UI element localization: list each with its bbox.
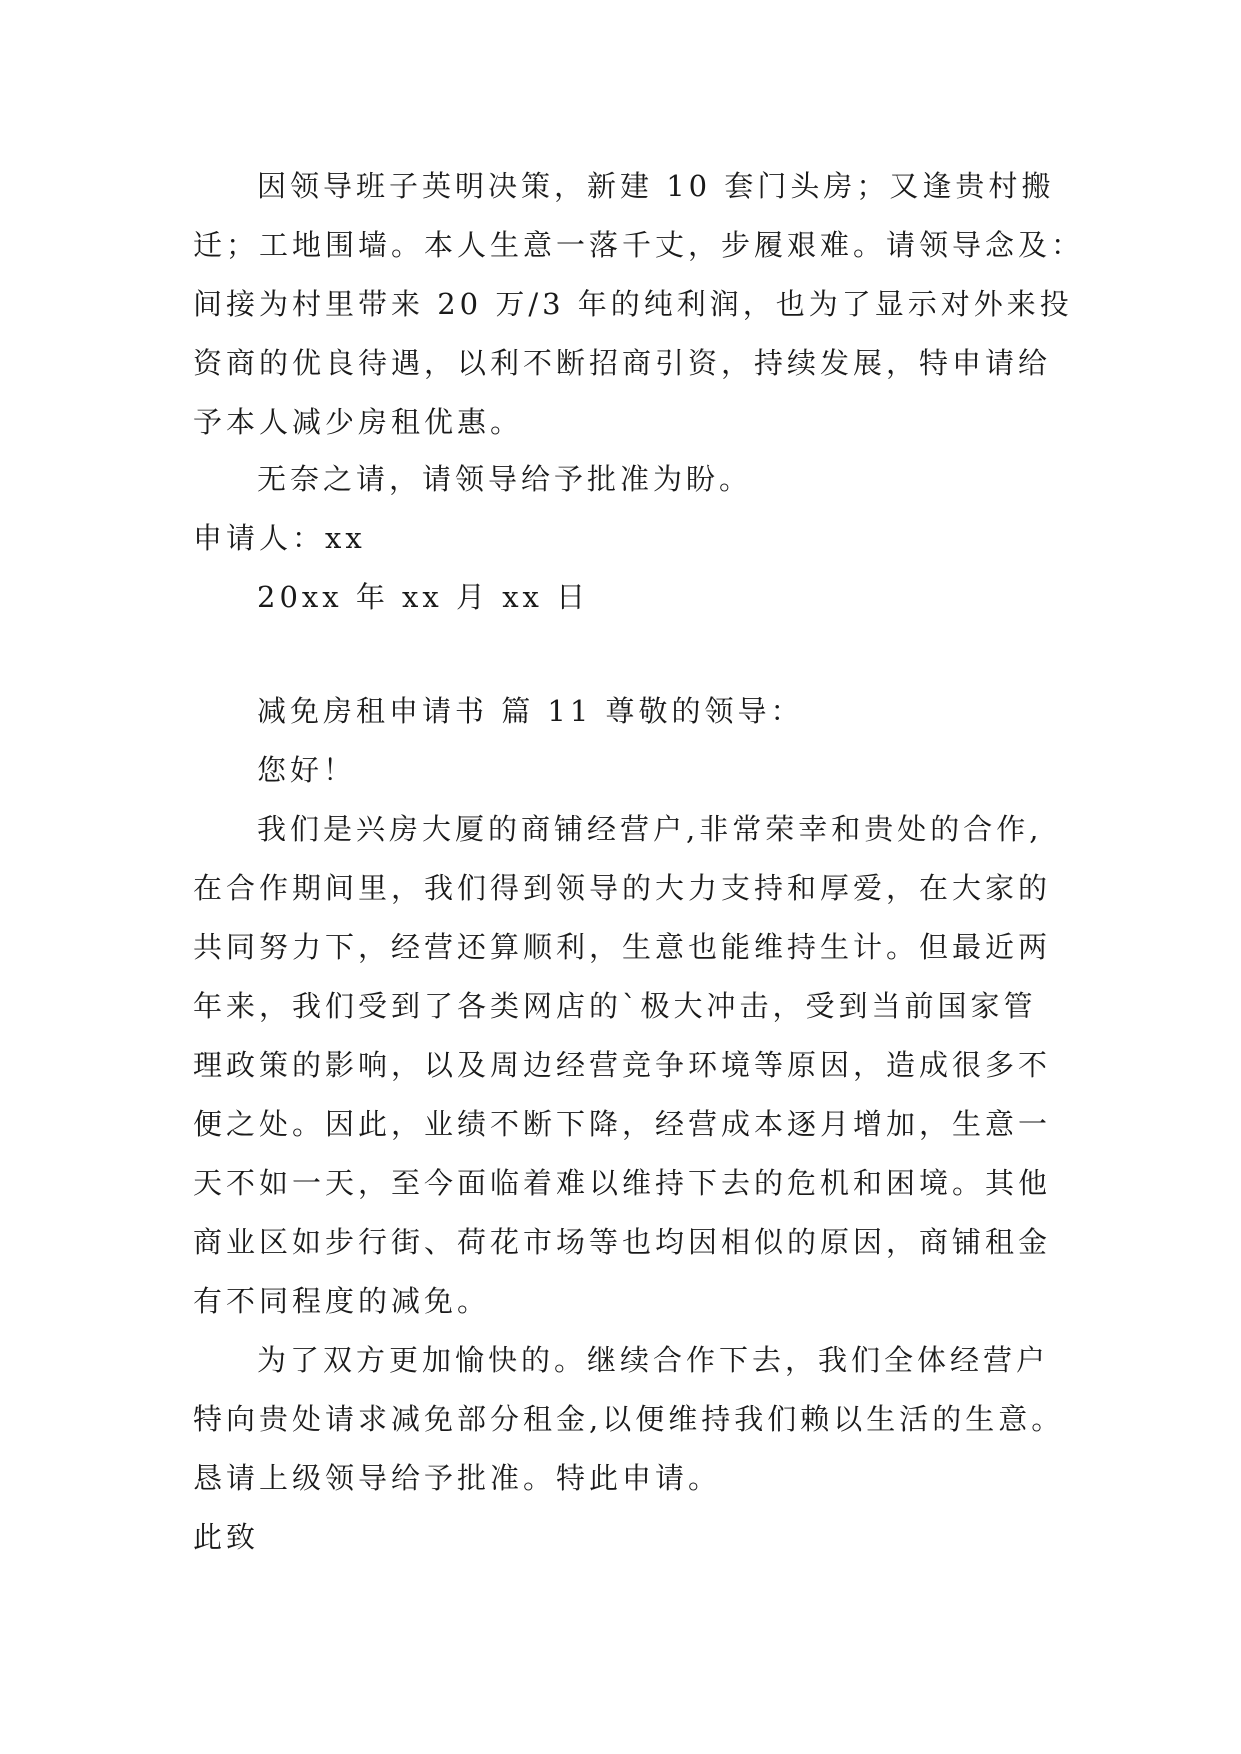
paragraph-line: 天不如一天，至今面临着难以维持下去的危机和困境。其他 <box>193 1166 1052 1200</box>
paragraph-line: 予本人减少房租优惠。 <box>193 405 524 439</box>
date-line: 20xx 年 xx 月 xx 日 <box>257 580 590 614</box>
paragraph-line: 间接为村里带来 20 万/3 年的纯利润，也为了显示对外来投 <box>193 287 1073 321</box>
closing-line: 此致 <box>193 1520 260 1554</box>
section-heading: 减免房租申请书 篇 11 尊敬的领导： <box>257 694 804 728</box>
paragraph-line: 年来，我们受到了各类网店的`极大冲击，受到当前国家管 <box>193 989 1037 1023</box>
paragraph-1 <box>193 157 1085 452</box>
paragraph-line: 特向贵处请求减免部分租金,以便维持我们赖以生活的生意。 <box>193 1402 1065 1436</box>
paragraph-line: 商业区如步行街、荷花市场等也均因相似的原因，商铺租金 <box>193 1225 1052 1259</box>
paragraph-4 <box>193 1331 1063 1508</box>
greeting-line: 您好！ <box>257 753 357 787</box>
paragraph-line: 共同努力下，经营还算顺利，生意也能维持生计。但最近两 <box>193 930 1052 964</box>
paragraph-line: 我们是兴房大厦的商铺经营户,非常荣幸和贵处的合作, <box>257 812 1043 846</box>
paragraph-line: 理政策的影响，以及周边经营竞争环境等原因，造成很多不 <box>193 1048 1052 1082</box>
paragraph-line: 为了双方更加愉快的。继续合作下去，我们全体经营户 <box>257 1343 1050 1377</box>
paragraph-line: 迁；工地围墙。本人生意一落千丈，步履艰难。请领导念及： <box>193 228 1085 262</box>
paragraph-3 <box>193 800 1063 1331</box>
paragraph-line: 因领导班子英明决策，新建 10 套门头房；又逢贵村搬 <box>257 169 1055 203</box>
paragraph-line: 恳请上级领导给予批准。特此申请。 <box>193 1461 722 1495</box>
paragraph-line: 资商的优良待遇，以利不断招商引资，持续发展，特申请给 <box>193 346 1052 380</box>
paragraph-line: 便之处。因此，业绩不断下降，经营成本逐月增加，生意一 <box>193 1107 1052 1141</box>
paragraph-2: 无奈之请，请领导给予批准为盼。 <box>257 462 753 496</box>
applicant-line: 申请人：xx <box>193 521 366 555</box>
paragraph-line: 有不同程度的减免。 <box>193 1284 491 1318</box>
paragraph-line: 在合作期间里，我们得到领导的大力支持和厚爱，在大家的 <box>193 871 1052 905</box>
